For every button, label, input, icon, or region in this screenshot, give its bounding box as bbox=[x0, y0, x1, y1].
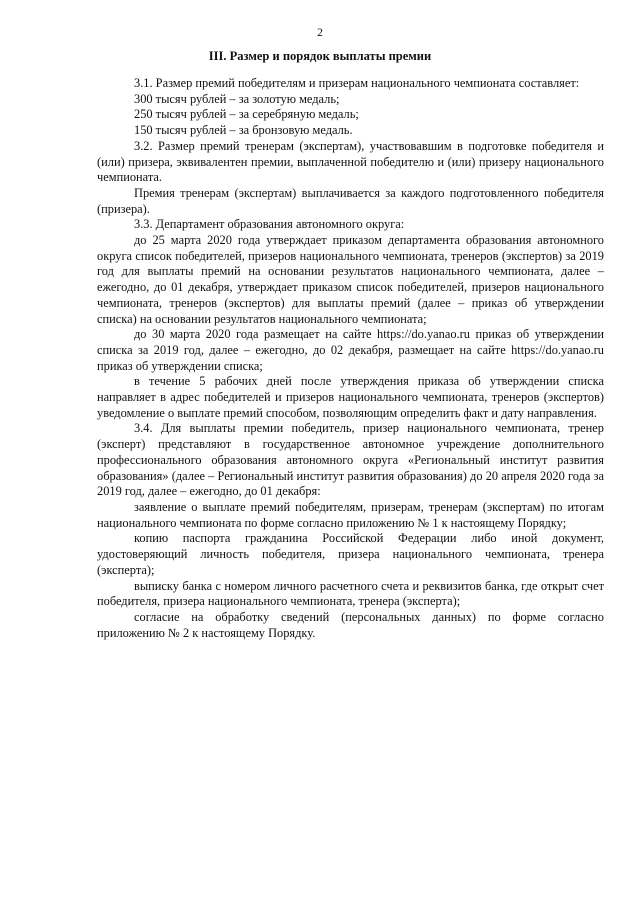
paragraph-3-4: 3.4. Для выплаты премии победитель, призер национального чемпионата, тренер (эксперт) представляют в государственное автономное учреждение дополнительного профессионального образования автономного округа «Региональный институт развития образования» (далее – Региональный институт развития образования) до 20 апреля 2020 года за 2019 год, далее – ежегодно, до 01 декабря: bbox=[97, 421, 604, 499]
paragraph-publication: до 30 марта 2020 года размещает на сайте https://do.yanao.ru приказ об утверждении списка за 2019 год, далее – ежегодно, до 02 декабря, размещает на сайте https://do.yanao.ru приказ об утверждении списка; bbox=[97, 327, 604, 373]
paragraph-approval-deadline: до 25 марта 2020 года утверждает приказом департамента образования автономного округа список победителей, призеров национального чемпионата, тренеров (экспертов) за 2019 год для выплаты премий на основании результатов национального чемпионата, далее – ежегодно, до 01 декабря, утверждает приказом список победителей, призеров национального чемпионата, тренеров (экспертов) для выплаты премий (далее – приказ об утверждении списка) на основании результатов национального чемпионата; bbox=[97, 233, 604, 326]
prize-silver: 250 тысяч рублей – за серебряную медаль; bbox=[134, 107, 359, 122]
paragraph-3-3: 3.3. Департамент образования автономного округа: bbox=[134, 217, 405, 232]
list-item-bank-statement: выписку банка с номером личного расчетного счета и реквизитов банка, где открыт счет победителя, призера национального чемпионата, тренера (эксперта); bbox=[97, 578, 604, 609]
prize-bronze: 150 тысяч рублей – за бронзовую медаль. bbox=[134, 123, 353, 138]
list-item-passport: копию паспорта гражданина Российской Федерации либо иной документ, удостоверяющий личность победителя, призера национального чемпионата, тренера (эксперта); bbox=[97, 531, 604, 577]
paragraph-notification: в течение 5 рабочих дней после утверждения приказа об утверждении списка направляет в адрес победителей и призеров национального чемпионата, тренеров (экспертов) уведомление о выплате премий способом, позволяющим определить факт и дату направления. bbox=[97, 374, 604, 420]
prize-gold: 300 тысяч рублей – за золотую медаль; bbox=[134, 91, 340, 106]
paragraph-3-2: 3.2. Размер премий тренерам (экспертам), участвовавшим в подготовке победителя и (или) призера, эквивалентен премии, выплаченной победителю и (или) призеру национального чемпионата. bbox=[97, 138, 604, 185]
section-title: III. Размер и порядок выплаты премии bbox=[208, 49, 432, 63]
list-item-consent: согласие на обработку сведений (персональных данных) по форме согласно приложению № 2 к настоящему Порядку. bbox=[97, 609, 604, 640]
paragraph-trainer-premium: Премия тренерам (экспертам) выплачивается за каждого подготовленного победителя (призера). bbox=[97, 185, 604, 216]
document-body bbox=[97, 76, 604, 641]
list-item-application: заявление о выплате премий победителям, призерам, тренерам (экспертам) по итогам национального чемпионата по форме согласно приложению № 1 к настоящему Порядку; bbox=[97, 499, 604, 530]
paragraph-3-1: 3.1. Размер премий победителям и призерам национального чемпионата составляет: bbox=[134, 76, 580, 90]
page-number: 2 bbox=[317, 27, 323, 39]
